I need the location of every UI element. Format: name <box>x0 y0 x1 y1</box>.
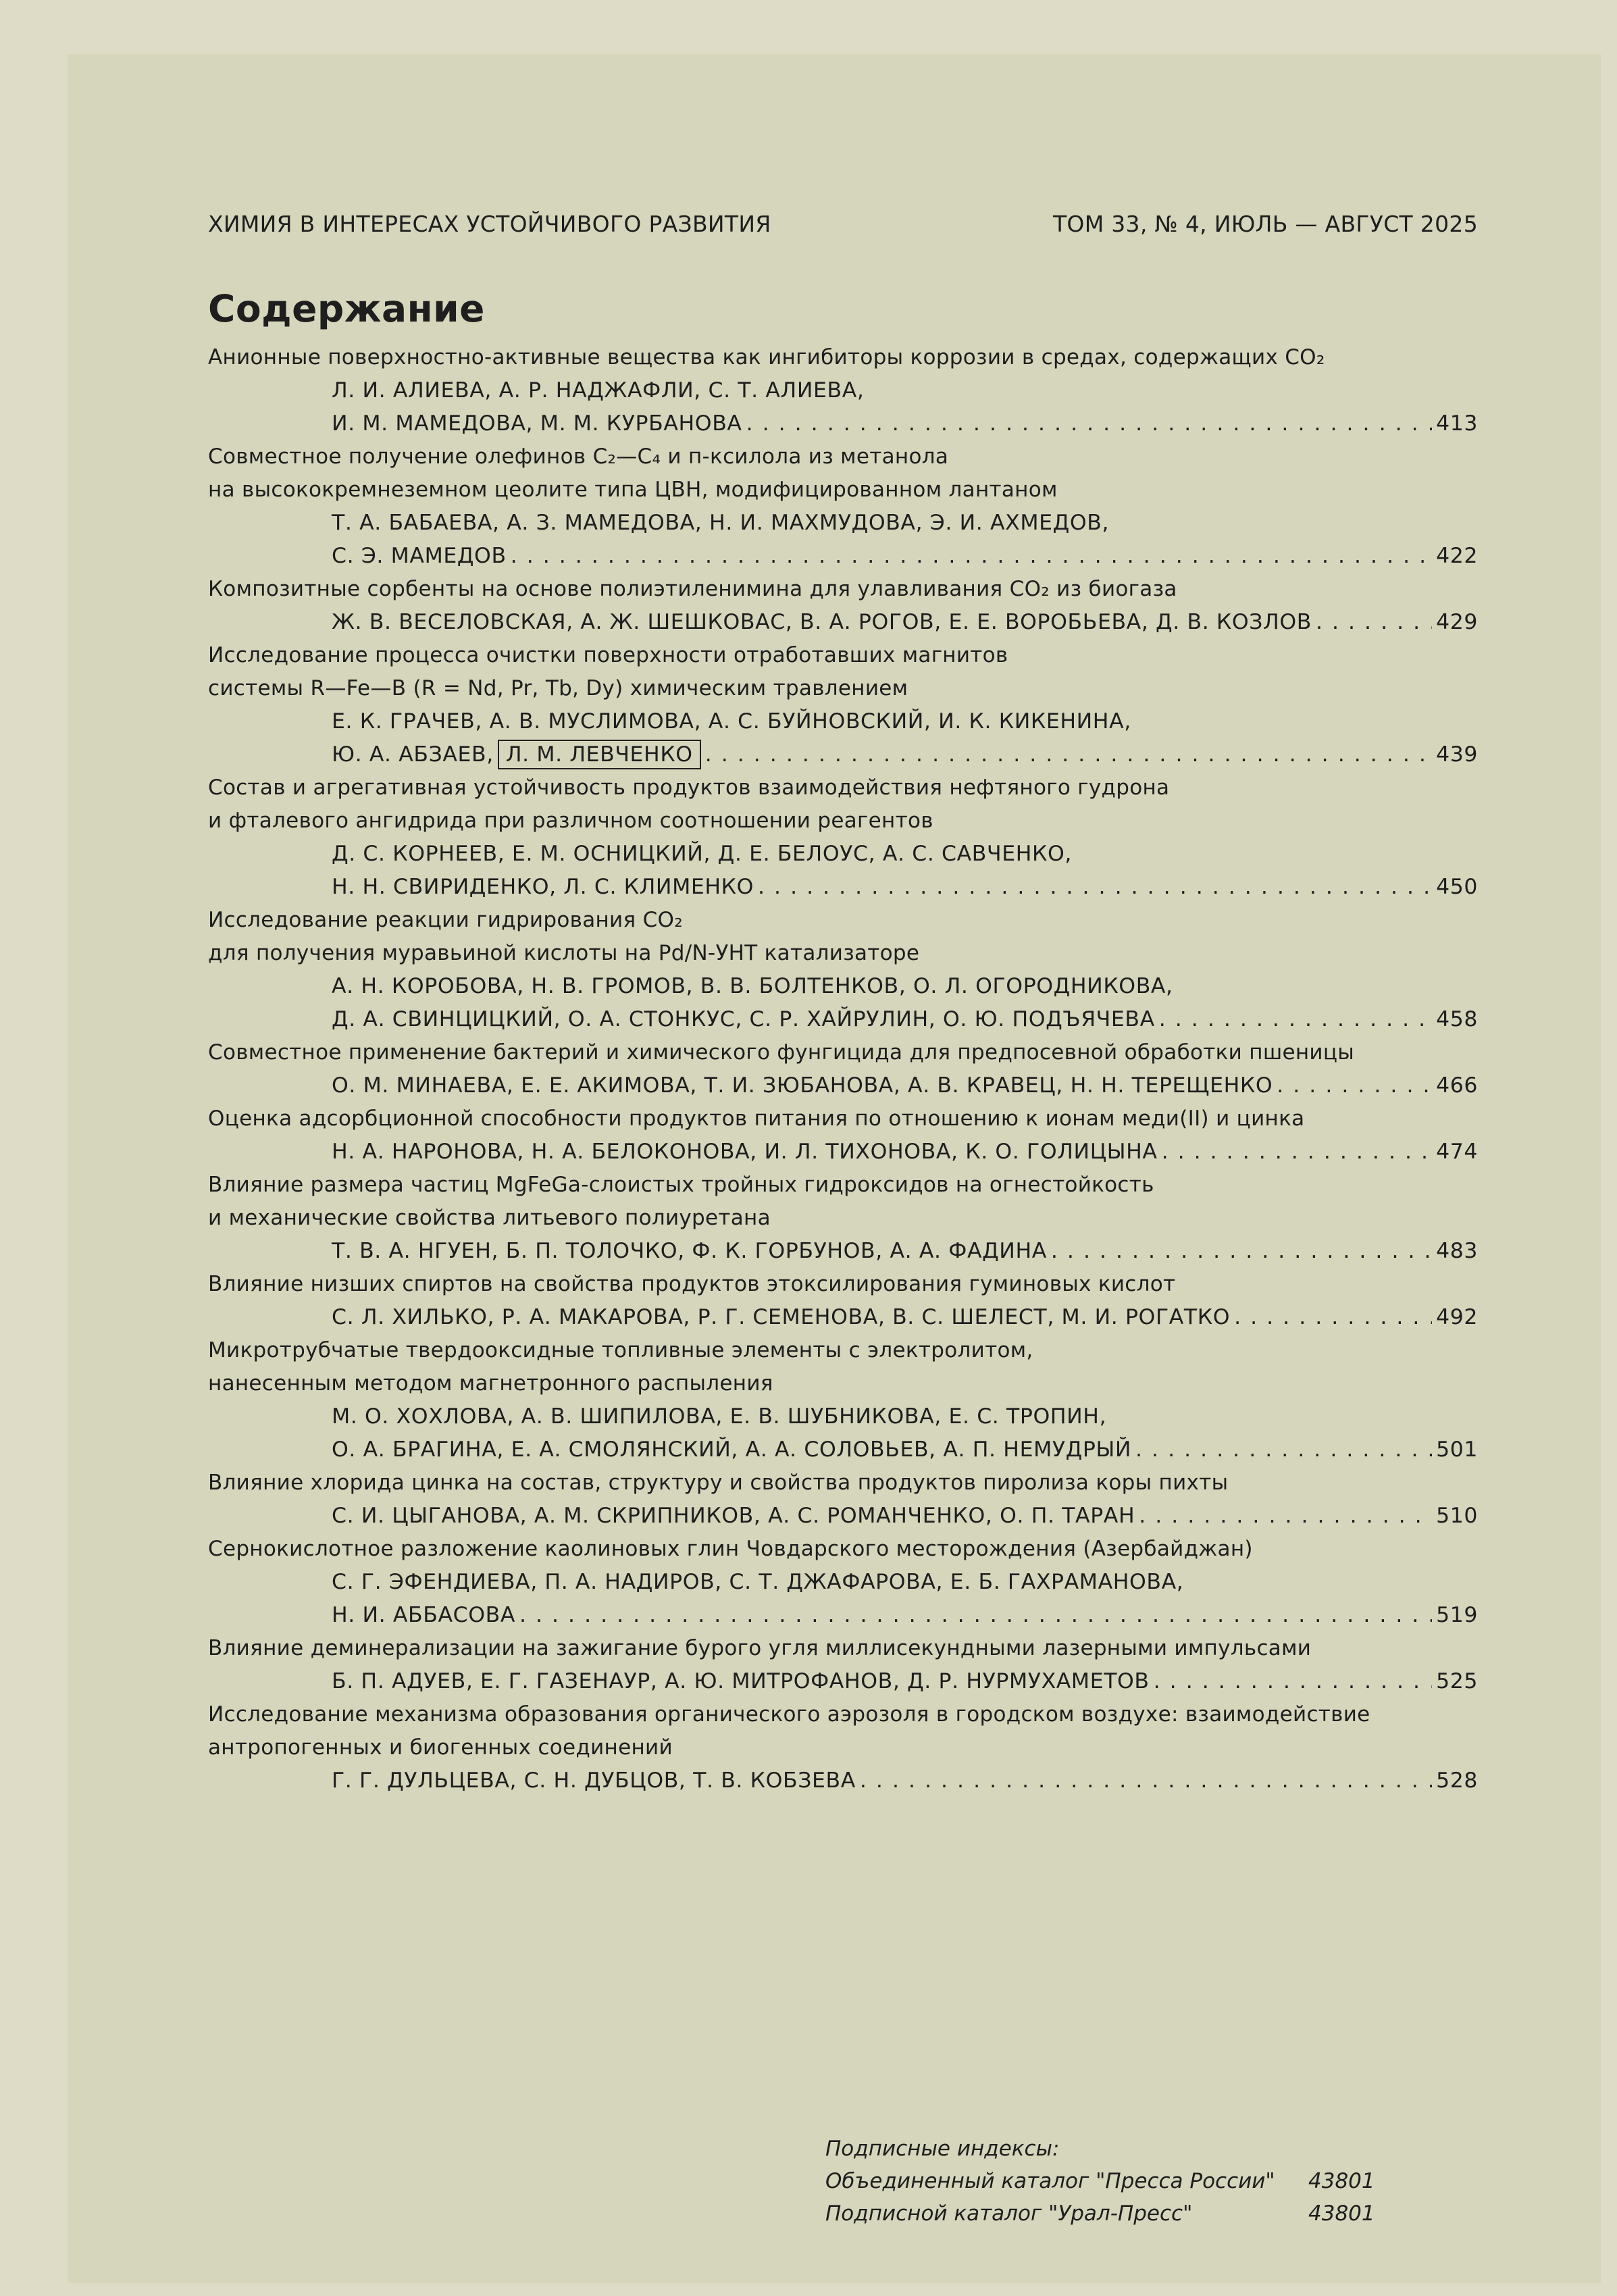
article-authors: Л. И. АЛИЕВА, А. Р. НАДЖАФЛИ, С. Т. АЛИЕВА, <box>332 378 865 403</box>
author-line-with-page <box>208 1235 1478 1268</box>
contents-title: Содержание <box>208 287 485 330</box>
page-number: 492 <box>1436 1305 1478 1329</box>
article-authors: С. Э. МАМЕДОВ <box>332 544 507 568</box>
article-authors: И. М. МАМЕДОВА, М. М. КУРБАНОВА <box>332 411 742 436</box>
article-title: Исследование процесса очистки поверхности отработавших магнитов <box>208 643 1008 667</box>
article-title: Совместное получение олефинов C₂—C₄ и п-ксилола из метанола <box>208 444 949 469</box>
page-number: 466 <box>1436 1073 1478 1098</box>
leader-dots <box>519 1599 1432 1632</box>
leader-dots <box>705 738 1432 771</box>
page-number: 450 <box>1436 875 1478 899</box>
article-authors: М. О. ХОХЛОВА, А. В. ШИПИЛОВА, Е. В. ШУБНИКОВА, Е. С. ТРОПИН, <box>332 1404 1107 1429</box>
catalog-index: 43801 <box>1308 2169 1375 2193</box>
subscription-indexes <box>825 2133 1375 2230</box>
article-title: системы R—Fe—B (R = Nd, Pr, Tb, Dy) химическим травлением <box>208 676 908 700</box>
catalog-name: Объединенный каталог "Пресса России" <box>825 2169 1275 2193</box>
article-authors: Н. А. НАРОНОВА, Н. А. БЕЛОКОНОВА, И. Л. ТИХОНОВА, К. О. ГОЛИЦЫНА <box>332 1140 1158 1164</box>
leader-dots <box>1234 1301 1432 1334</box>
leader-dots <box>746 407 1433 440</box>
article-title: Состав и агрегативная устойчивость продуктов взаимодействия нефтяного гудрона <box>208 775 1170 800</box>
page-number: 501 <box>1436 1437 1478 1462</box>
toc-entry <box>208 639 1478 771</box>
author-line-with-page <box>208 1069 1478 1102</box>
article-title: нанесенным методом магнетронного распыления <box>208 1371 773 1396</box>
author-line-with-page <box>208 407 1478 440</box>
article-authors: А. Н. КОРОБОВА, Н. В. ГРОМОВ, В. В. БОЛТЕНКОВ, О. Л. ОГОРОДНИКОВА, <box>332 974 1173 998</box>
article-title: Влияние низших спиртов на свойства продуктов этоксилирования гуминовых кислот <box>208 1272 1176 1296</box>
article-authors: Д. А. СВИНЦИЦКИЙ, О. А. СТОНКУС, С. Р. ХАЙРУЛИН, О. Ю. ПОДЪЯЧЕВА <box>332 1007 1155 1031</box>
article-authors: О. М. МИНАЕВА, Е. Е. АКИМОВА, Т. И. ЗЮБАНОВА, А. В. КРАВЕЦ, Н. Н. ТЕРЕЩЕНКО <box>332 1073 1273 1098</box>
article-title: Оценка адсорбционной способности продуктов питания по отношению к ионам меди(II) и цинка <box>208 1106 1305 1131</box>
author-line-with-page <box>208 1500 1478 1533</box>
article-title: Совместное применение бактерий и химического фунгицида для предпосевной обработки пшеницы <box>208 1040 1355 1065</box>
article-title: Композитные сорбенты на основе полиэтиленимина для улавливания CO₂ из биогаза <box>208 577 1177 601</box>
toc-entry <box>208 440 1478 573</box>
article-title: антропогенных и биогенных соединений <box>208 1735 673 1760</box>
leader-dots <box>1159 1003 1432 1036</box>
author-line-with-page <box>208 1665 1478 1698</box>
article-authors: Н. И. АББАСОВА <box>332 1603 515 1627</box>
article-authors: Ж. В. ВЕСЕЛОВСКАЯ, А. Ж. ШЕШКОВАС, В. А. РОГОВ, Е. Е. ВОРОБЬЕВА, Д. В. КОЗЛОВ <box>332 610 1312 634</box>
author-line-with-page <box>208 1599 1478 1632</box>
author-line-with-page <box>208 1003 1478 1036</box>
leader-dots <box>1277 1069 1432 1102</box>
article-authors: Н. Н. СВИРИДЕНКО, Л. С. КЛИМЕНКО <box>332 875 754 899</box>
subscription-row <box>825 2165 1375 2197</box>
article-title: Исследование реакции гидрирования CO₂ <box>208 908 683 932</box>
running-header <box>208 211 1478 237</box>
article-title: Анионные поверхностно-активные вещества как ингибиторы коррозии в средах, содержащих CO₂ <box>208 345 1325 369</box>
journal-name: ХИМИЯ В ИНТЕРЕСАХ УСТОЙЧИВОГО РАЗВИТИЯ <box>208 211 771 237</box>
catalog-index: 43801 <box>1308 2201 1375 2226</box>
page-number: 439 <box>1436 742 1478 767</box>
article-title: для получения муравьиной кислоты на Pd/N-УНТ катализаторе <box>208 941 920 965</box>
toc-entry <box>208 1533 1478 1632</box>
article-title: Влияние деминерализации на зажигание бурого угля миллисекундными лазерными импульсами <box>208 1636 1312 1660</box>
article-authors: Д. С. КОРНЕЕВ, Е. М. ОСНИЦКИЙ, Д. Е. БЕЛОУС, А. С. САВЧЕНКО, <box>332 842 1072 866</box>
page-number: 413 <box>1436 411 1478 436</box>
toc-entry <box>208 1102 1478 1169</box>
page-number: 429 <box>1436 610 1478 634</box>
author-line-with-page <box>208 1301 1478 1334</box>
article-title: Влияние размера частиц MgFeGa-слоистых тройных гидроксидов на огнестойкость <box>208 1173 1154 1197</box>
author-line-with-page <box>208 1433 1478 1466</box>
leader-dots <box>1135 1433 1432 1466</box>
toc-entry <box>208 1698 1478 1797</box>
subscription-row <box>825 2197 1375 2230</box>
toc-entry <box>208 1169 1478 1268</box>
page-number: 458 <box>1436 1007 1478 1031</box>
toc-entry <box>208 771 1478 904</box>
toc-entry <box>208 1036 1478 1102</box>
page-number: 510 <box>1436 1504 1478 1528</box>
toc-entry <box>208 1334 1478 1466</box>
catalog-name: Подписной каталог "Урал-Пресс" <box>825 2201 1193 2226</box>
toc-entry <box>208 573 1478 639</box>
issue-info: ТОМ 33, № 4, ИЮЛЬ — АВГУСТ 2025 <box>1052 211 1478 237</box>
article-title: Сернокислотное разложение каолиновых глин Човдарского месторождения (Азербайджан) <box>208 1537 1253 1561</box>
leader-dots <box>511 540 1432 573</box>
leader-dots <box>1051 1235 1432 1268</box>
article-authors: Б. П. АДУЕВ, Е. Г. ГАЗЕНАУР, А. Ю. МИТРОФАНОВ, Д. Р. НУРМУХАМЕТОВ <box>332 1669 1150 1693</box>
author-line-with-page <box>208 1136 1478 1169</box>
leader-dots <box>860 1764 1432 1797</box>
leader-dots <box>1316 606 1432 639</box>
article-authors: О. А. БРАГИНА, Е. А. СМОЛЯНСКИЙ, А. А. СОЛОВЬЕВ, А. П. НЕМУДРЫЙ <box>332 1437 1132 1462</box>
table-of-contents <box>208 341 1478 1797</box>
page-number: 528 <box>1436 1768 1478 1793</box>
toc-entry <box>208 1268 1478 1334</box>
toc-entry <box>208 341 1478 440</box>
author-line-with-page <box>208 1764 1478 1797</box>
leader-dots <box>758 871 1432 904</box>
author-line-with-page <box>208 540 1478 573</box>
leader-dots <box>1162 1136 1432 1169</box>
article-title: Влияние хлорида цинка на состав, структуру и свойства продуктов пиролиза коры пихты <box>208 1471 1229 1495</box>
article-authors: Г. Г. ДУЛЬЦЕВА, С. Н. ДУБЦОВ, Т. В. КОБЗЕВА <box>332 1768 856 1793</box>
subscription-heading: Подписные индексы: <box>825 2137 1060 2161</box>
article-authors: Т. В. А. НГУЕН, Б. П. ТОЛОЧКО, Ф. К. ГОРБУНОВ, А. А. ФАДИНА <box>332 1239 1047 1263</box>
article-title: и фталевого ангидрида при различном соотношении реагентов <box>208 809 933 833</box>
toc-entry <box>208 1466 1478 1533</box>
leader-dots <box>1154 1665 1432 1698</box>
article-title: на высококремнеземном цеолите типа ЦВН, модифицированном лантаном <box>208 478 1058 502</box>
article-title: Исследование механизма образования органического аэрозоля в городском воздухе: взаимодействие <box>208 1702 1370 1727</box>
article-authors: С. И. ЦЫГАНОВА, А. М. СКРИПНИКОВ, А. С. РОМАНЧЕНКО, О. П. ТАРАН <box>332 1504 1135 1528</box>
page-number: 525 <box>1436 1669 1478 1693</box>
highlighted-author: Л. М. ЛЕВЧЕНКО <box>498 740 701 769</box>
leader-dots <box>1139 1500 1432 1533</box>
page-number: 474 <box>1436 1140 1478 1164</box>
article-title: Микротрубчатые твердооксидные топливные элементы с электролитом, <box>208 1338 1033 1362</box>
page-number: 422 <box>1436 544 1478 568</box>
article-authors: Е. К. ГРАЧЕВ, А. В. МУСЛИМОВА, А. С. БУЙНОВСКИЙ, И. К. КИКЕНИНА, <box>332 709 1131 734</box>
page-number: 483 <box>1436 1239 1478 1263</box>
article-title: и механические свойства литьевого полиуретана <box>208 1206 771 1230</box>
author-line-with-page <box>208 606 1478 639</box>
article-authors: С. Л. ХИЛЬКО, Р. А. МАКАРОВА, Р. Г. СЕМЕНОВА, В. С. ШЕЛЕСТ, М. И. РОГАТКО <box>332 1305 1231 1329</box>
toc-entry <box>208 904 1478 1036</box>
toc-entry <box>208 1632 1478 1698</box>
author-line-with-page <box>208 738 1478 771</box>
article-authors: С. Г. ЭФЕНДИЕВА, П. А. НАДИРОВ, С. Т. ДЖАФАРОВА, Е. Б. ГАХРАМАНОВА, <box>332 1570 1184 1594</box>
article-authors: Т. А. БАБАЕВА, А. З. МАМЕДОВА, Н. И. МАХМУДОВА, Э. И. АХМЕДОВ, <box>332 511 1110 535</box>
article-authors: Ю. А. АБЗАЕВ, <box>332 742 494 767</box>
author-line-with-page <box>208 871 1478 904</box>
page-number: 519 <box>1436 1603 1478 1627</box>
